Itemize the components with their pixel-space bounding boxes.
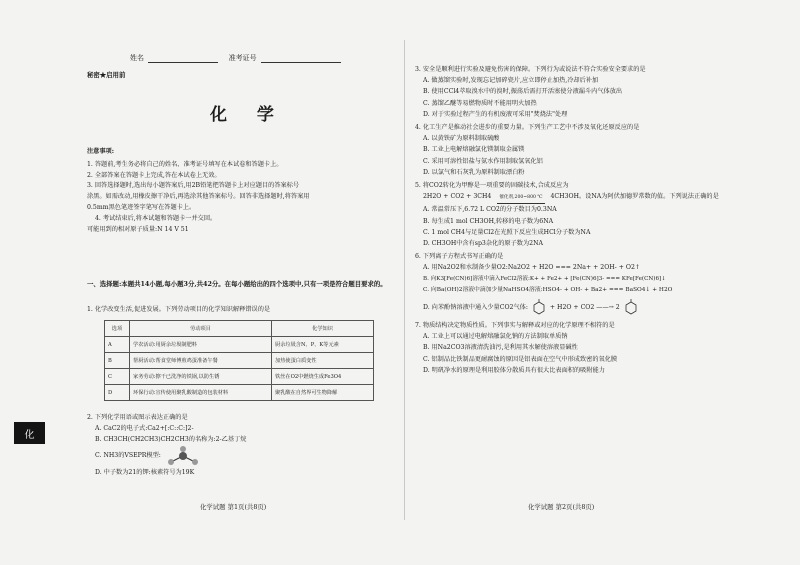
table-row [105, 385, 374, 401]
q5-equation [415, 191, 720, 204]
q3-option: A. 做蒸馏实验时,发现忘记加碎瓷片,应立即停止加热,冷却后补加 [423, 77, 599, 85]
q3-stem: 3. 安全是顺利进行实验及避免伤害的保障。下列行为或说法不符合实验安全要求的是 [415, 66, 646, 73]
table-cell: A [105, 337, 130, 353]
q5-eq-left: 2H2O + CO2 + 3CH4 [423, 193, 492, 201]
exam-no-label: 准考证号 [228, 54, 257, 62]
table-cell: 帮厨活动:帮食堂师傅煎鸡蛋准备午餐 [130, 353, 272, 369]
q6-option: A. 用Na2O2和水制备少量O2:Na2O2 + H2O === 2Na+ + 2OH- + O2↑ [423, 264, 641, 272]
q2-option: D. 中子数为21的钾:核素符号为19K [95, 469, 195, 476]
notes-heading: 注意事项: [87, 148, 115, 155]
subject-tab: 化 [14, 422, 45, 444]
page-title: 化 学 [210, 105, 286, 125]
footer-right: 化学试题 第2页(共8页) [528, 503, 595, 511]
table-cell: 家务劳动:擦干已洗净的铁锅,以防生锈 [130, 369, 272, 385]
table-header-row [105, 321, 374, 337]
q3-option: B. 使用CCl4萃取溴水中的溴时,振荡后需打开活塞使分液漏斗内气体放出 [423, 88, 623, 96]
q5-option: A. 常温常压下,6.72 L CO2的分子数目为0.3NA [423, 206, 557, 214]
q6-option-d-text: D. 向苯酚钠溶液中通入少量CO2气体: [423, 304, 528, 312]
q7-option: C. 铝制品比铁制品更耐腐蚀的原因是铝表面在空气中形成致密的氧化膜 [423, 355, 618, 363]
table-header: 化学知识 [272, 321, 374, 337]
q5-eq-right: 4CH3OH。设NA为阿伏加德罗常数的值。下列说法正确的是 [550, 193, 719, 201]
q3-option: D. 对于实验过程产生的有机废液可采用"焚烧法"处理 [423, 110, 568, 118]
name-blank [148, 54, 218, 63]
note-item: 0.5mm黑色笔迹签字笔写在答题卡上。 [87, 203, 196, 211]
q6-stem: 6. 下列离子方程式书写正确的是 [415, 253, 504, 261]
table-header: 劳动项目 [130, 321, 272, 337]
footer-left: 化学试题 第1页(共8页) [200, 503, 267, 511]
note-item: 涂黑。如需改动,用橡皮擦干净后,再选涂其他答案标号。回答非选择题时,将答案用 [87, 193, 310, 201]
q6-option: C. 向Ba(OH)2溶液中滴加少量NaHSO4溶液:HSO4- + OH- + Ba2+ === BaSO4↓ + H2O [423, 286, 673, 293]
q2-stem: 2. 下列化学用语或图示表达正确的是 [87, 414, 188, 421]
table-cell: 加热使蛋白质变性 [272, 353, 374, 369]
q5-stem: 5. 将CO2转化为甲醇是一项重要的固碳技术,合成反应为 [415, 182, 569, 190]
note-item: 1. 答题前,考生务必将自己的姓名、准考证号填写在本试卷和答题卡上。 [87, 160, 283, 168]
q4-option: D. 以氯气和石灰乳为原料制取漂白粉 [423, 168, 525, 176]
table-header: 选项 [105, 321, 130, 337]
q1-stem: 1. 化学改变生活,促进发展。下列劳动项目的化学知识解释错误的是 [87, 306, 271, 313]
q6-d-equation: + H2O + CO2 ——→ 2 [549, 304, 620, 312]
table-cell: D [105, 385, 130, 401]
q7-stem: 7. 物质结构决定物质性质。下列事实与解释或对应的化学原理不相符的是 [415, 322, 615, 330]
exam-no-blank [261, 54, 341, 63]
table-cell: C [105, 369, 130, 385]
table-cell: 学农活动:用厨余垃圾制肥料 [130, 337, 272, 353]
q5-option: C. 1 mol CH4与足量Cl2在光照下反应生成HCl分子数为NA [423, 228, 591, 236]
phenoxide-ring-icon [530, 299, 548, 317]
q7-option: D. 明矾净水的原理是利用胶体分散质具有很大比表面积的吸附能力 [423, 366, 605, 374]
table-cell: 聚乳酸在自然界可生物降解 [272, 385, 374, 401]
note-item: 3. 回答选择题时,选出每小题答案后,用2B铅笔把答题卡上对应题目的答案标号 [87, 182, 300, 190]
table-cell: B [105, 353, 130, 369]
secret-mark: 秘密★启用前 [87, 71, 126, 79]
q4-stem: 4. 化工生产是推动社会进步的重要力量。下列生产工艺中不涉及氧化还原反应的是 [415, 124, 640, 132]
q1-table [104, 320, 374, 401]
q2-option: A. CaC2的电子式:Ca2+[:C::C:]2- [95, 425, 194, 432]
page-divider [404, 40, 405, 520]
vsepr-model-icon [163, 446, 203, 466]
right-column [415, 64, 720, 376]
q7-option: A. 工业上可以通过电解熔融氯化钠的方法制取单质钠 [423, 333, 568, 341]
q7-option: B. 用Na2CO3溶液清洗油污,是利用其水解使溶液显碱性 [423, 344, 578, 352]
table-row [105, 369, 374, 385]
note-item: 4. 考试结束后,将本试题和答题卡一并交回。 [95, 214, 217, 222]
name-label: 姓名 [130, 54, 144, 62]
table-cell: 铁丝在O2中燃烧生成Fe3O4 [272, 369, 374, 385]
q1-stem-wrap [87, 305, 387, 315]
q5-option: B. 每生成1 mol CH3OH,转移的电子数为6NA [423, 217, 554, 225]
q4-option: A. 以黄铁矿为原料制取硫酸 [423, 135, 500, 143]
table-cell: 环保行动:宣传使用聚乳酸制造的包装材料 [130, 385, 272, 401]
phenol-ring-icon [622, 299, 640, 317]
q2-block [87, 412, 387, 478]
table-row [105, 337, 374, 353]
q5-eq-condition: 催化剂,200~800 ℃ [497, 192, 544, 204]
q4-option: C. 采用可溶性铝盐与氨水作用制取氢氧化铝 [423, 157, 543, 165]
note-item: 可能用到的相对原子质量:N 14 V 51 [87, 225, 189, 233]
q5-option: D. CH3OH中含有sp3杂化的原子数为2NA [423, 240, 543, 248]
candidate-info [130, 53, 345, 63]
q3-option: C. 蒸馏乙醚等易燃物质时不能用明火加热 [423, 99, 537, 107]
table-row [105, 353, 374, 369]
q6-option-d [415, 296, 720, 320]
q6-option: B. 向K3[Fe(CN)6]溶液中滴入FeCl2溶液:K+ + Fe2+ + [Fe(CN)6]3- === KFe[Fe(CN)6]↓ [423, 275, 666, 282]
notes-block [87, 147, 387, 235]
section-heading: 一、选择题:本题共14小题,每小题3分,共42分。在每小题给出的四个选项中,只有一项是符合题目要求的。 [87, 280, 387, 288]
q4-option: B. 工业上电解熔融氯化镁制取金属镁 [423, 146, 525, 154]
note-item: 2. 全部答案在答题卡上完成,答在本试卷上无效。 [87, 171, 221, 179]
q2-option-c [87, 445, 387, 467]
q2-option-text: C. NH3的VSEPR模型: [95, 452, 161, 459]
table-cell: 厨余垃圾含N、P、K等元素 [272, 337, 374, 353]
q2-option: B. CH3CH(CH2CH3)CH2CH3的名称为:2-乙基丁烷 [95, 436, 247, 443]
